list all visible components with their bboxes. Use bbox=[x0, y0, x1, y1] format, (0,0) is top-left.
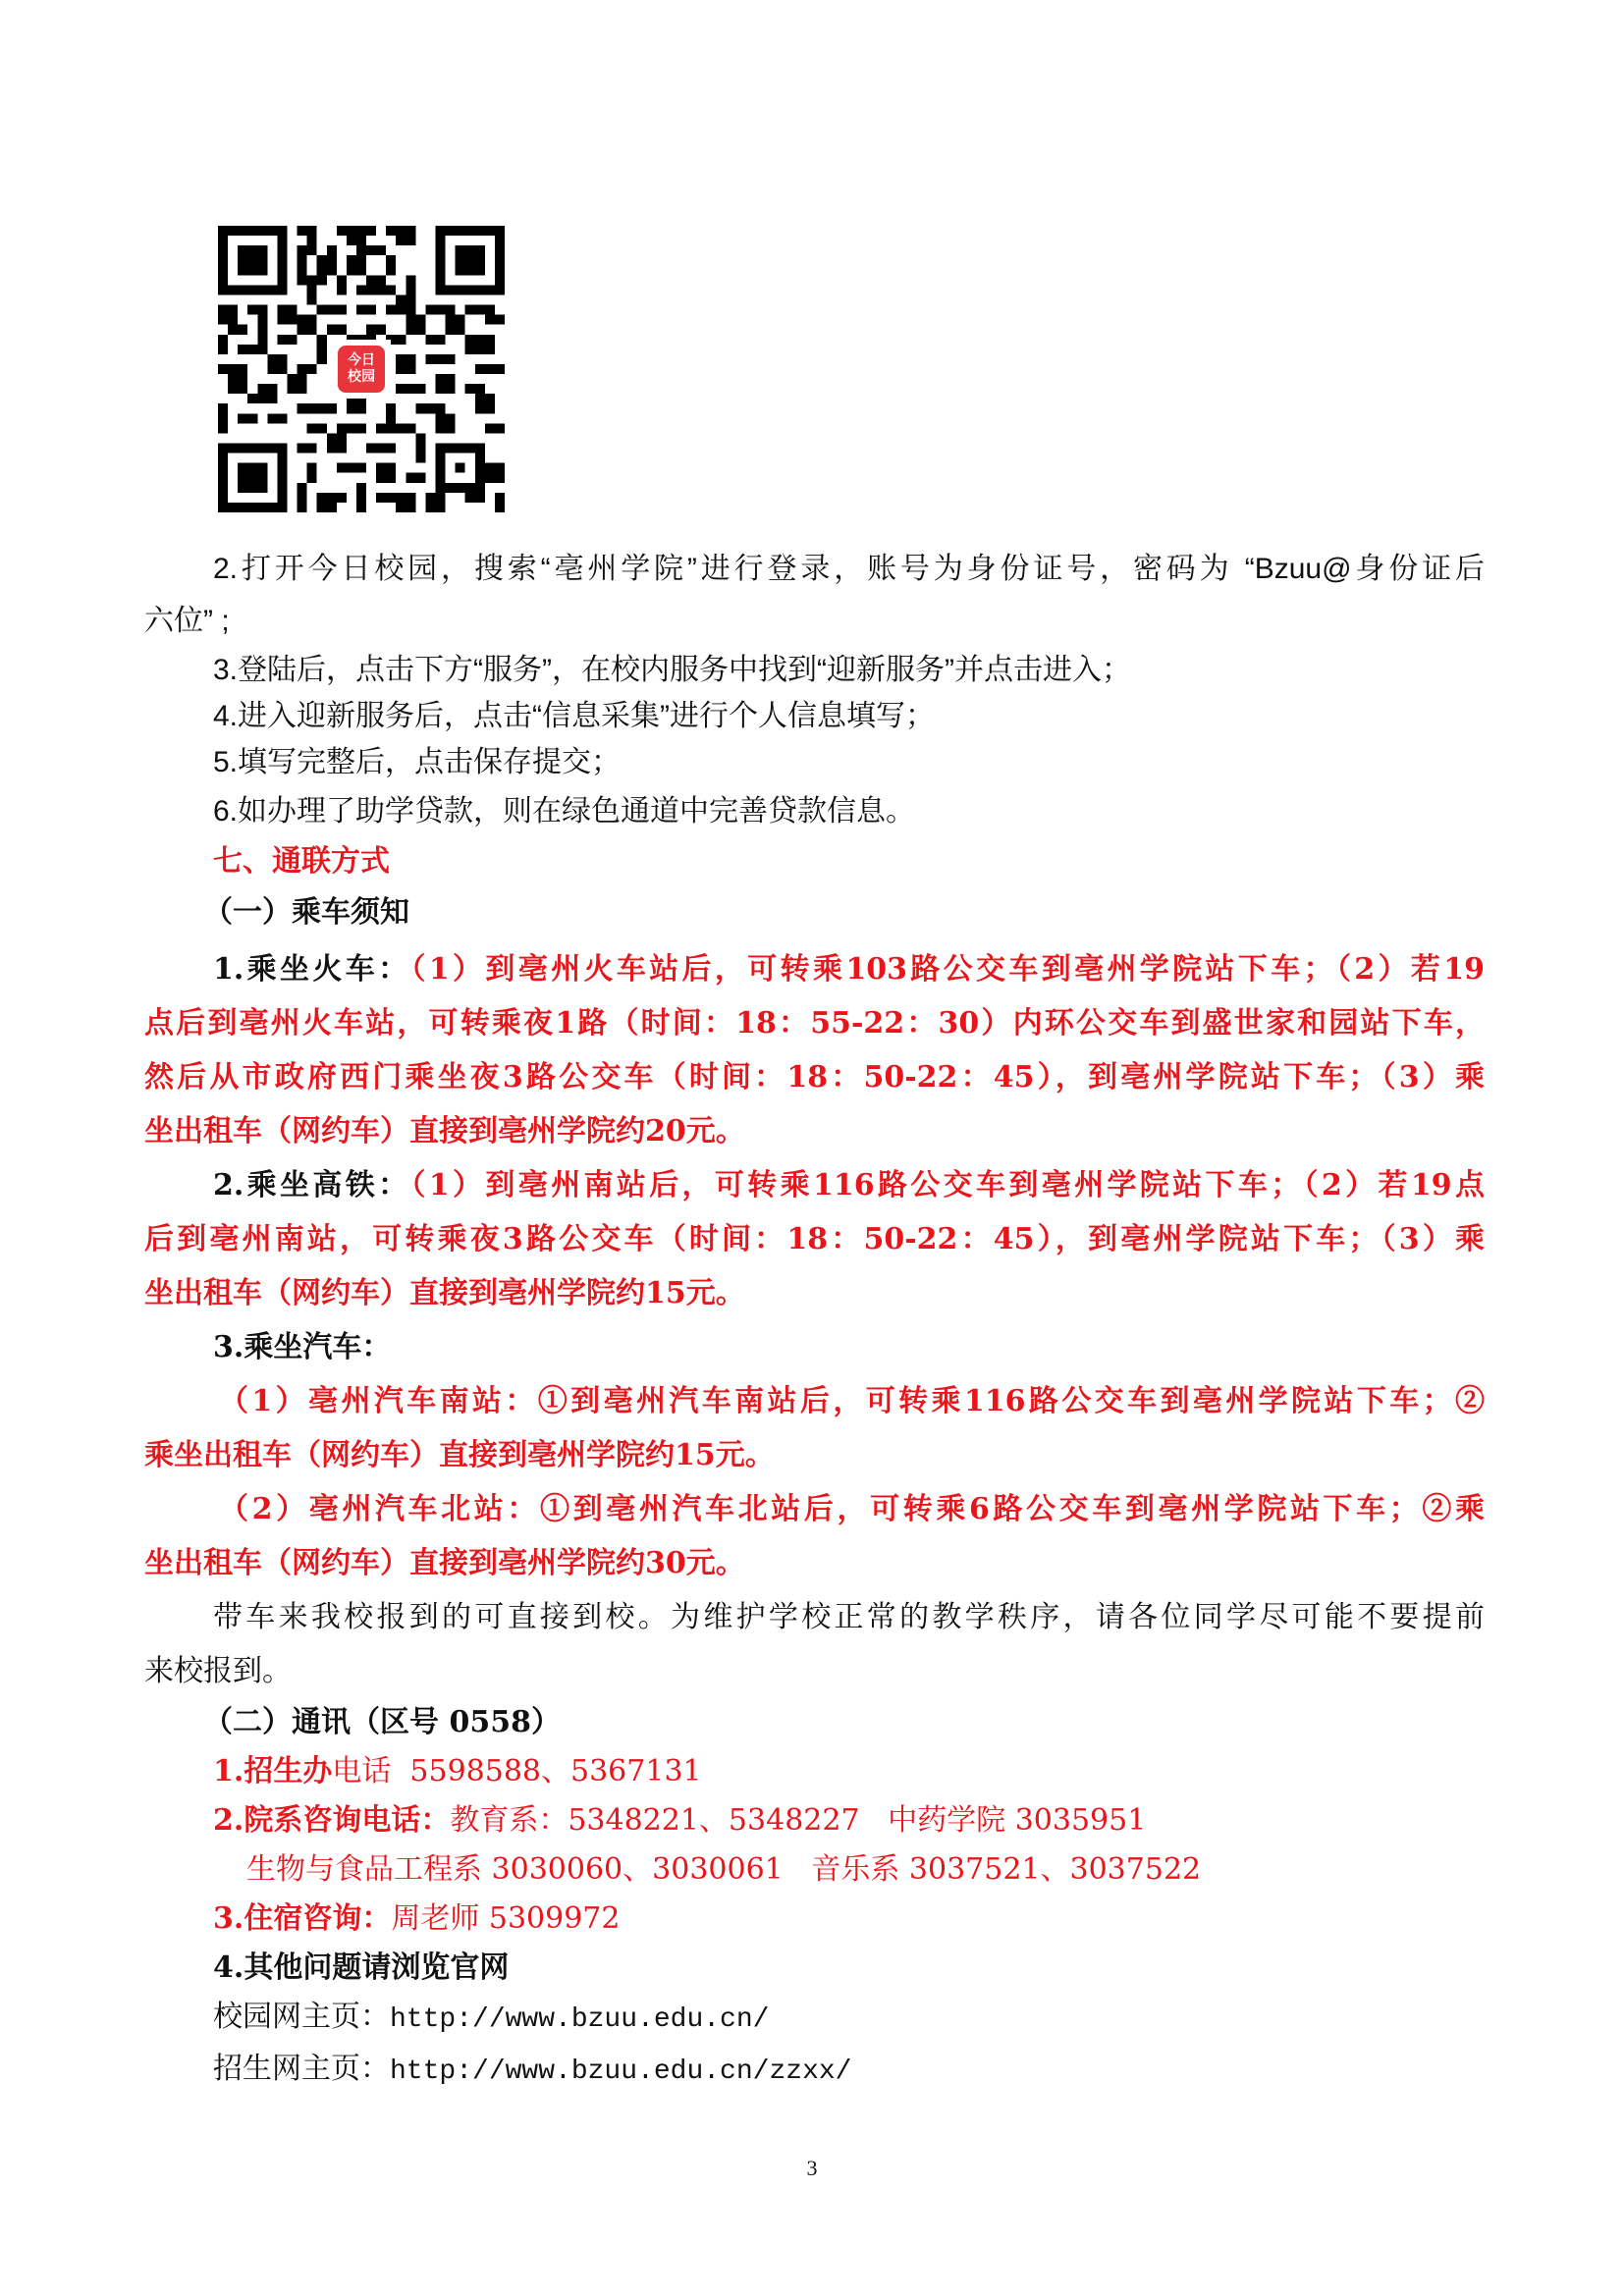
hsr-line-3: 坐出租车（网约车）直接到亳州学院约15元。 bbox=[144, 1276, 745, 1310]
contact-housing-value: 周老师 5309972 bbox=[391, 1901, 621, 1936]
bus-north-line-2: 坐出租车（网约车）直接到亳州学院约30元。 bbox=[144, 1546, 745, 1580]
step-6: 6.如办理了助学贷款，则在绿色通道中完善贷款信息。 bbox=[213, 795, 916, 828]
contact-housing bbox=[144, 1899, 1485, 1939]
qr-badge-line1: 今日 bbox=[348, 352, 375, 368]
train-line-3: 然后从市政府西门乘坐夜3路公交车（时间：18：50-22：45），到亳州学院站下车；（3）乘 bbox=[144, 1060, 1485, 1095]
admission-website bbox=[144, 2050, 1485, 2092]
campus-website-label: 校园网主页： bbox=[213, 2000, 390, 2034]
contact-housing-label: 3.住宿咨询： bbox=[213, 1901, 392, 1936]
subsection-2-heading: （二）通讯（区号 0558） bbox=[203, 1705, 561, 1739]
contact-admissions-value: 电话 5598588、5367131 bbox=[332, 1754, 702, 1789]
hsr-line-1 bbox=[144, 1166, 1485, 1205]
step-2-line-1: 2.打开今日校园，搜索“亳州学院”进行登录，账号为身份证号，密码为 “Bzuu@身份证后 bbox=[213, 553, 1485, 585]
train-line-1 bbox=[144, 950, 1485, 989]
train-text-1: （1）到亳州火车站后，可转乘103路公交车到亳州学院站下车；（2）若19 bbox=[410, 952, 1485, 987]
campus-website-link[interactable]: http://www.bzuu.edu.cn/ bbox=[390, 2004, 770, 2035]
train-label: 1.乘坐火车： bbox=[213, 952, 411, 987]
contact-website-heading: 4.其他问题请浏览官网 bbox=[213, 1950, 510, 1985]
contact-departments bbox=[144, 1801, 1485, 1841]
qr-code bbox=[218, 226, 505, 512]
step-3: 3.登陆后，点击下方“服务”，在校内服务中找到“迎新服务”并点击进入； bbox=[213, 654, 1131, 686]
bus-south-line-1: （1）亳州汽车南站：①到亳州汽车南站后，可转乘116路公交车到亳州学院站下车；② bbox=[219, 1384, 1485, 1418]
arrival-note-line-2: 来校报到。 bbox=[144, 1654, 292, 1688]
contact-admissions bbox=[144, 1752, 1485, 1791]
hsr-line-2: 后到亳州南站，可转乘夜3路公交车（时间：18：50-22：45），到亳州学院站下车；（3）乘 bbox=[144, 1222, 1485, 1256]
step-4: 4.进入迎新服务后，点击“信息采集”进行个人信息填写； bbox=[213, 700, 935, 732]
bus-label: 3.乘坐汽车： bbox=[213, 1330, 392, 1364]
bus-north-line-1: （2）亳州汽车北站：①到亳州汽车北站后，可转乘6路公交车到亳州学院站下车；②乘 bbox=[219, 1492, 1485, 1526]
qr-badge-line2: 校园 bbox=[348, 369, 375, 385]
arrival-note-line-1: 带车来我校报到的可直接到校。为维护学校正常的教学秩序，请各位同学尽可能不要提前 bbox=[213, 1600, 1485, 1634]
hsr-label: 2.乘坐高铁： bbox=[213, 1168, 411, 1202]
contact-departments-value: 教育系：5348221、5348227 中药学院 3035951 bbox=[450, 1803, 1147, 1838]
today-campus-app-icon bbox=[338, 346, 385, 393]
bus-south-line-2: 乘坐出租车（网约车）直接到亳州学院约15元。 bbox=[144, 1438, 775, 1472]
train-line-4: 坐出租车（网约车）直接到亳州学院约20元。 bbox=[144, 1114, 745, 1148]
campus-website bbox=[144, 1998, 1485, 2040]
section-7-heading: 七、通联方式 bbox=[213, 845, 390, 878]
admission-website-link[interactable]: http://www.bzuu.edu.cn/zzxx/ bbox=[390, 2056, 852, 2087]
hsr-text-1: （1）到亳州南站后，可转乘116路公交车到亳州学院站下车；（2）若19点 bbox=[410, 1168, 1485, 1202]
step-5: 5.填写完整后，点击保存提交； bbox=[213, 746, 622, 778]
train-line-2: 点后到亳州火车站，可转乘夜1路（时间：18：55-22：30）内环公交车到盛世家和园站下车， bbox=[144, 1006, 1485, 1041]
page-number: 3 bbox=[806, 2156, 818, 2180]
admission-website-label: 招生网主页： bbox=[213, 2052, 390, 2086]
contact-admissions-label: 1.招生办 bbox=[213, 1754, 333, 1789]
subsection-1-heading: （一）乘车须知 bbox=[203, 896, 409, 929]
contact-departments-label: 2.院系咨询电话： bbox=[213, 1803, 451, 1838]
step-2-line-2: 六位” ; bbox=[144, 605, 230, 637]
contact-departments-cont: 生物与食品工程系 3030060、3030061 音乐系 3037521、3037522 bbox=[246, 1852, 1202, 1887]
